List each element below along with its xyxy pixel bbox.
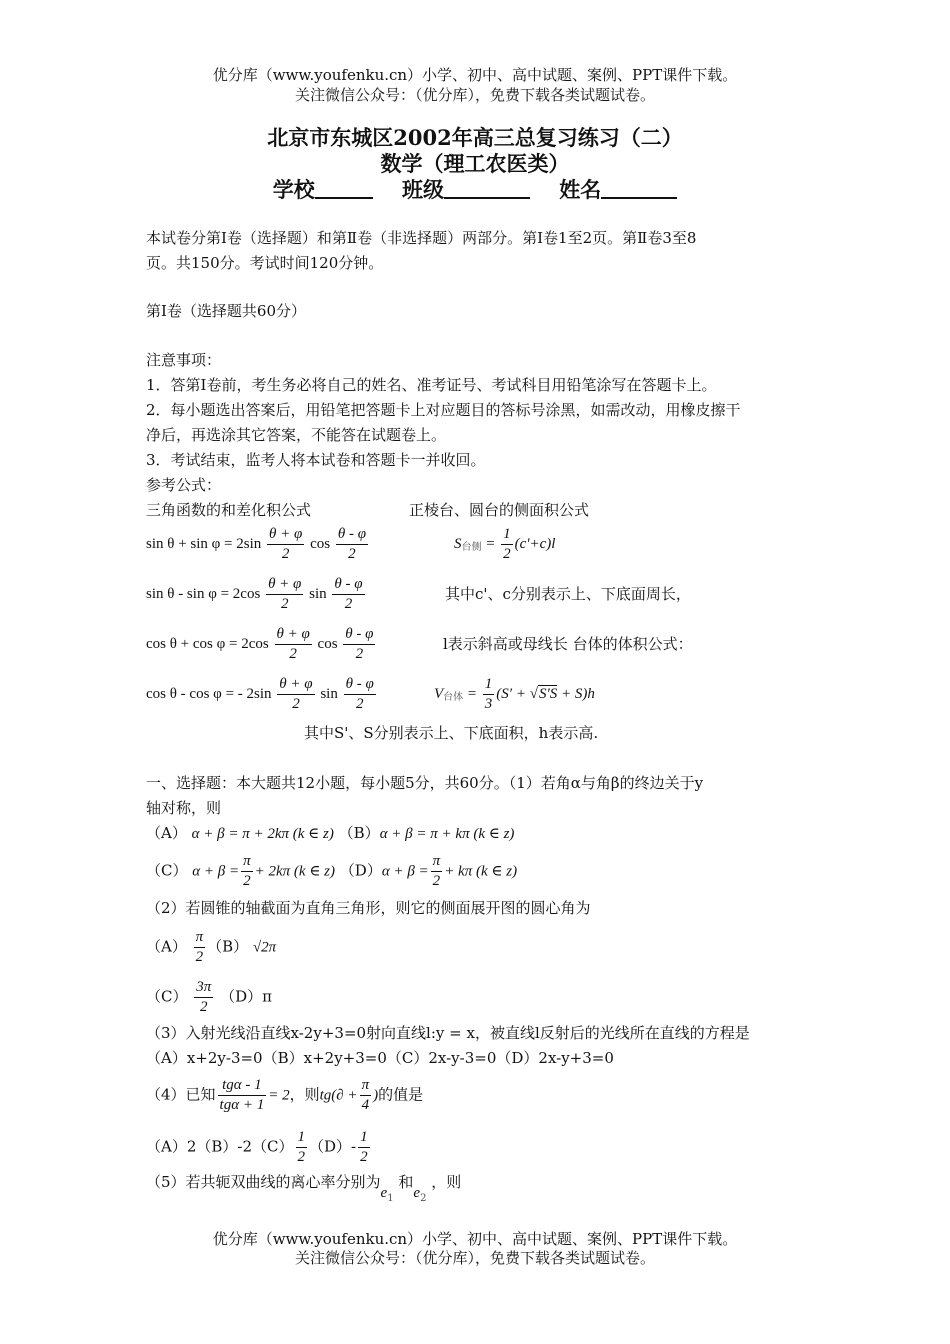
formula-2-lhs: sin θ - sin φ = 2cos bbox=[146, 585, 261, 602]
fraction bbox=[266, 575, 303, 614]
numerator: θ + φ bbox=[277, 675, 314, 695]
q1-d-post: + kπ (k ∈ z) bbox=[444, 863, 518, 880]
fraction bbox=[483, 675, 495, 714]
numerator: θ - φ bbox=[332, 575, 364, 595]
q1-d-pre: α + β = bbox=[381, 863, 429, 880]
q1-options-cd bbox=[146, 852, 517, 891]
denominator: 2 bbox=[344, 596, 353, 612]
numerator: π bbox=[431, 852, 443, 872]
q1-a: α + β = π + 2kπ (k ∈ z) bbox=[191, 826, 334, 842]
denominator: 2 bbox=[292, 696, 300, 712]
fraction bbox=[296, 1128, 308, 1167]
denominator: 2 bbox=[360, 1149, 368, 1165]
denominator: 2 bbox=[503, 546, 511, 562]
q2-options-ab bbox=[146, 928, 276, 967]
numerator: θ + φ bbox=[267, 525, 304, 545]
class-label: 班级 bbox=[402, 177, 444, 202]
intro-line-2: 页。共150分。考试时间120分钟。 bbox=[146, 254, 384, 272]
s-rest: (c'+c)l bbox=[514, 535, 556, 552]
q1-options-ab bbox=[146, 821, 514, 847]
numerator: 1 bbox=[501, 525, 513, 545]
denominator: 2 bbox=[289, 646, 297, 662]
denominator: 2 bbox=[281, 546, 290, 562]
fraction bbox=[344, 675, 376, 714]
q2-c-label: （C） bbox=[146, 987, 188, 1006]
formula-frustum-area bbox=[454, 525, 555, 564]
note-3: 3．考试结束，监考人将本试卷和答题卡一并收回。 bbox=[146, 451, 486, 469]
q1-c-post: + 2kπ (k ∈ z) bbox=[254, 863, 336, 880]
intro-line-1: 本试卷分第Ⅰ卷（选择题）和第Ⅱ卷（非选择题）两部分。第Ⅰ卷1至2页。第Ⅱ卷3至8 bbox=[146, 229, 697, 247]
q4-pre: （4）已知 bbox=[146, 1085, 216, 1104]
denominator: 3 bbox=[484, 696, 493, 712]
reference-formulas-label: 参考公式： bbox=[146, 476, 222, 494]
q4-options-abc: （A）2（B）-2（C） bbox=[146, 1137, 294, 1156]
name-label: 姓名 bbox=[559, 177, 602, 202]
formula-4-lhs: cos θ - cos φ = - 2sin bbox=[146, 685, 272, 702]
formula-cos-sum bbox=[146, 625, 377, 664]
header-line-1: 优分库（www.youfenku.cn）小学、初中、高中试题、案例、PPT课件下载。 bbox=[212, 66, 738, 84]
denominator: 2 bbox=[280, 596, 289, 612]
q1-b-label: （B） bbox=[338, 824, 380, 842]
q1-b: α + β = π + kπ (k ∈ z) bbox=[379, 826, 515, 842]
part1-title: 第Ⅰ卷（选择题共60分） bbox=[146, 302, 307, 320]
q3-options: （A）x+2y-3=0（B）x+2y+3=0（C）2x-y-3=0（D）2x-y+3=0 bbox=[146, 1049, 614, 1067]
sqrt-term: S′S bbox=[538, 685, 558, 702]
numerator: θ + φ bbox=[275, 625, 312, 645]
q1-c-pre: α + β = bbox=[192, 863, 240, 880]
q2-b-label: （B） bbox=[207, 937, 249, 956]
q4-eq: = 2 bbox=[268, 1087, 290, 1104]
exam-subtitle: 数学（理工农医类） bbox=[380, 151, 570, 176]
denominator: 2 bbox=[297, 1149, 305, 1165]
equals: = bbox=[466, 685, 478, 702]
numerator: θ + φ bbox=[266, 575, 303, 595]
header-line-2: 关注微信公众号：（优分库），免费下载各类试题试卷。 bbox=[294, 86, 655, 104]
e1-subscript: 1 bbox=[387, 1193, 394, 1204]
fraction bbox=[431, 852, 443, 891]
fraction bbox=[501, 525, 513, 564]
q1-a-label: （A） bbox=[146, 824, 187, 842]
q2-b: √2π bbox=[252, 939, 277, 956]
fraction bbox=[360, 1076, 372, 1115]
numerator: tgα - 1 bbox=[218, 1076, 267, 1096]
q1-d-label: （D） bbox=[339, 861, 382, 880]
footer-line-2: 关注微信公众号：（优分库），免费下载各类试题试卷。 bbox=[294, 1249, 655, 1267]
section1-line-1: 一、选择题：本大题共12小题，每小题5分，共60分。（1）若角α与角β的终边关于y bbox=[146, 774, 704, 792]
denominator: 2 bbox=[348, 546, 356, 562]
exam-title: 北京市东城区2002年高三总复习练习（二） bbox=[267, 125, 683, 150]
denominator: 2 bbox=[243, 873, 251, 889]
q2-a-label: （A） bbox=[146, 937, 187, 956]
denominator: tgα + 1 bbox=[219, 1097, 265, 1113]
formula-3-mid: cos bbox=[317, 635, 338, 652]
q3-stem: （3）入射光线沿直线x-2y+3=0射向直线l:y = x，被直线l反射后的光线所在直线的方程是 bbox=[146, 1024, 750, 1042]
fraction bbox=[277, 675, 314, 714]
q4-stem bbox=[146, 1076, 423, 1115]
fraction bbox=[194, 928, 206, 967]
numerator: 1 bbox=[483, 675, 495, 695]
fraction bbox=[218, 1076, 267, 1115]
formula-frustum-volume: $V_{台体}$ = $\frac{1}{3}$ (S′ + √S′S + S)h bbox=[434, 676, 595, 712]
note-slant-height: l表示斜高或母线长 台体的体积公式： bbox=[443, 635, 693, 653]
denominator: 4 bbox=[361, 1097, 370, 1113]
student-info-line bbox=[0, 176, 950, 203]
q1-c-label: （C） bbox=[146, 861, 188, 880]
e2-subscript: 2 bbox=[420, 1193, 427, 1204]
numerator: θ - φ bbox=[344, 675, 376, 695]
notes-heading: 注意事项： bbox=[146, 351, 222, 369]
q5-post: ，则 bbox=[431, 1173, 462, 1191]
formula-sin-sum bbox=[146, 525, 370, 564]
q5-stem-text: （5）若共轭双曲线的离心率分别为 bbox=[146, 1173, 381, 1191]
e2-symbol: e bbox=[413, 1185, 421, 1201]
q2-d: （D）π bbox=[220, 987, 272, 1006]
numerator: 1 bbox=[358, 1128, 370, 1148]
formula-cos-diff bbox=[146, 675, 378, 714]
numerator: π bbox=[194, 928, 206, 948]
fraction bbox=[343, 625, 375, 664]
fraction bbox=[275, 625, 312, 664]
q5-and: 和 bbox=[398, 1173, 414, 1191]
school-label: 学校 bbox=[272, 177, 315, 202]
fraction bbox=[332, 575, 364, 614]
v-label: V bbox=[434, 685, 444, 702]
s-label: S bbox=[454, 535, 462, 552]
equals: = bbox=[485, 535, 496, 552]
frustum-lateral-heading: 正棱台、圆台的侧面积公式 bbox=[409, 501, 590, 519]
formula-1-mid: cos bbox=[310, 535, 331, 552]
fraction bbox=[336, 525, 368, 564]
v-subscript: 台体 bbox=[443, 691, 464, 703]
denominator: 2 bbox=[200, 999, 208, 1015]
class-blank bbox=[444, 179, 530, 199]
section1-line-2: 轴对称，则 bbox=[146, 799, 222, 817]
denominator: 2 bbox=[195, 949, 204, 965]
q4-close: ) bbox=[373, 1087, 379, 1104]
note-1: 1．答第Ⅰ卷前，考生务必将自己的姓名、准考证号、考试科目用铅笔涂写在答题卡上。 bbox=[146, 376, 717, 394]
school-blank bbox=[315, 179, 373, 199]
q2-stem: （2）若圆锥的轴截面为直角三角形，则它的侧面展开图的圆心角为 bbox=[146, 899, 591, 917]
formula-sin-diff bbox=[146, 575, 367, 614]
formula-1-lhs: sin θ + sin φ = 2sin bbox=[146, 535, 262, 552]
formula-3-lhs: cos θ + cos φ = 2cos bbox=[146, 635, 269, 652]
formula-2-mid: sin bbox=[309, 585, 327, 602]
numerator: π bbox=[360, 1076, 372, 1096]
note-2a: 2．每小题选出答案后，用铅笔把答题卡上对应题目的答标号涂黑，如需改动，用橡皮擦干 bbox=[146, 401, 741, 419]
q2-options-cd bbox=[146, 978, 272, 1017]
q4-option-d: （D）- bbox=[309, 1137, 357, 1156]
numerator: θ - φ bbox=[336, 525, 368, 545]
q5-stem bbox=[146, 1170, 462, 1204]
note-perimeters: 其中c'、c分别表示上、下底面周长， bbox=[445, 585, 691, 603]
numerator: π bbox=[241, 852, 253, 872]
v-rest-b: + S)h bbox=[560, 685, 595, 702]
note-2b: 净后，再选涂其它答案，不能答在试题卷上。 bbox=[146, 426, 447, 444]
formula-4-mid: sin bbox=[320, 685, 338, 702]
e1-symbol: e bbox=[380, 1185, 388, 1201]
v-rest-a: (S′ + bbox=[496, 685, 526, 702]
denominator: 2 bbox=[355, 696, 364, 712]
note-base-areas: 其中S'、S分别表示上、下底面积，h表示高. bbox=[304, 724, 599, 742]
fraction bbox=[267, 525, 304, 564]
denominator: 2 bbox=[355, 646, 364, 662]
numerator: 1 bbox=[296, 1128, 308, 1148]
q4-tg: tg(∂ + bbox=[319, 1087, 358, 1104]
fraction bbox=[358, 1128, 370, 1167]
s-subscript: 台侧 bbox=[461, 541, 482, 553]
denominator: 2 bbox=[432, 873, 441, 889]
footer-line-1: 优分库（www.youfenku.cn）小学、初中、高中试题、案例、PPT课件下载。 bbox=[212, 1230, 738, 1248]
name-blank bbox=[601, 179, 677, 199]
fraction bbox=[194, 978, 213, 1017]
q4-post: 的值是 bbox=[378, 1085, 424, 1104]
fraction bbox=[241, 852, 253, 891]
numerator: 3π bbox=[194, 978, 213, 998]
sum-to-product-heading: 三角函数的和差化积公式 bbox=[146, 501, 312, 519]
numerator: θ - φ bbox=[343, 625, 375, 645]
q4-mid: ，则 bbox=[289, 1085, 320, 1104]
q4-options bbox=[146, 1128, 372, 1167]
